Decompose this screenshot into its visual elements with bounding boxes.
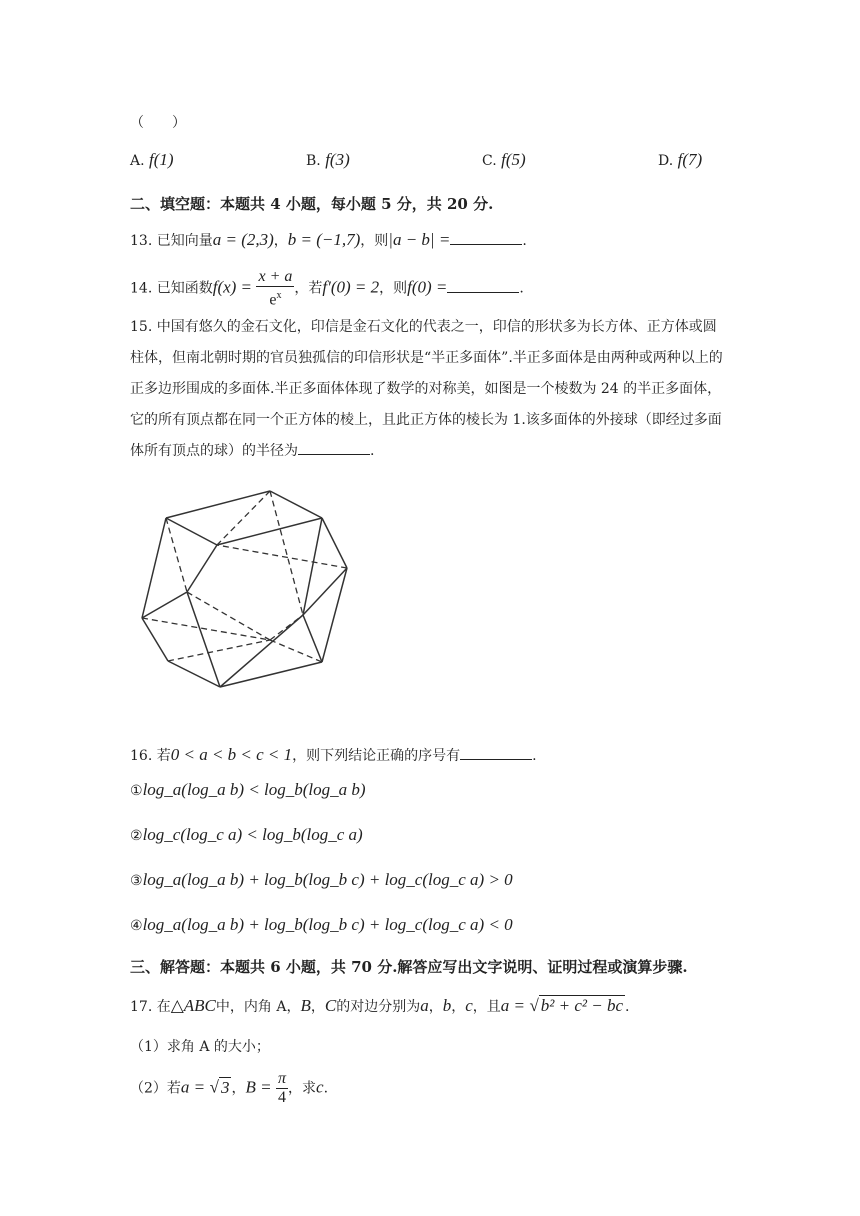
choice-label: C. (482, 153, 497, 169)
choice-label: D. (658, 153, 674, 169)
q16-option-4: ④log_a(log_a b) + log_b(log_b c) + log_c(log_c a) < 0 (130, 915, 513, 934)
choice-expr: f(7) (677, 150, 703, 169)
question-15: 15. 中国有悠久的金石文化，印信是金石文化的代表之一，印信的形状多为长方体、正方体或圆柱体，但南北朝时期的官员独孤信的印信形状是“半正多面体”.半正多面体是由两种或两种以上的正多边形围成的多面体.半正多面体体现了数学的对称美，如图是一个棱数为 24 的半正多面体，它的所有顶点都在同一个正方体的棱上，且此正方体的棱长为 1.该多面体的外接球（即经过多面体所有顶点的球）的半径为 . (130, 319, 723, 459)
question-stem-paren: （ ） (130, 115, 186, 131)
q16-option-3: ③log_a(log_a b) + log_b(log_b c) + log_c(log_c a) > 0 (130, 870, 513, 889)
question-13: 13. 已知向量a = (2,3)，b = (−1,7)，则|a − b| = . (130, 230, 527, 249)
q17-part-2: （2）若a = √ 3 ，B = $\frac{\pi}{4}$ ，求c. (130, 1070, 329, 1106)
q17-part-1: （1）求角 A 的大小； (130, 1039, 270, 1055)
question-16: 16. 若0 < a < b < c < 1，则下列结论正确的序号有 . (130, 745, 537, 764)
answer-blank[interactable] (298, 440, 370, 455)
choice-c[interactable] (482, 150, 526, 170)
polyhedron-figure (130, 480, 360, 700)
answer-blank[interactable] (447, 278, 519, 293)
choice-expr: f(1) (149, 150, 174, 169)
choice-label: B. (306, 153, 321, 169)
answer-blank[interactable] (450, 230, 522, 245)
section-title-fill-blank: 二、填空题：本题共 4 小题，每小题 5 分，共 20 分. (130, 195, 494, 213)
q16-option-2: ②log_c(log_c a) < log_b(log_c a) (130, 825, 363, 844)
question-14: 14. 已知函数f(x) = $\frac{x + a}{e^x}$ ，若f′(0) = 2，则f(0) = . (130, 268, 524, 309)
choice-label: A. (130, 153, 145, 169)
section-title-solutions: 三、解答题：本题共 6 小题，共 70 分.解答应写出文字说明、证明过程或演算步骤. (130, 958, 688, 976)
choice-d[interactable] (658, 150, 702, 170)
choice-b[interactable] (306, 150, 350, 170)
answer-blank[interactable] (460, 745, 532, 760)
choice-a[interactable] (130, 150, 174, 170)
choice-expr: f(3) (325, 150, 350, 169)
question-17: 17. 在△ABC中，内角 A，B，C的对边分别为a，b，c，且a = √ b² + c² − bc . (130, 996, 630, 1015)
q16-option-1: ①log_a(log_a b) < log_b(log_a b) (130, 780, 366, 799)
choice-expr: f(5) (501, 150, 526, 169)
